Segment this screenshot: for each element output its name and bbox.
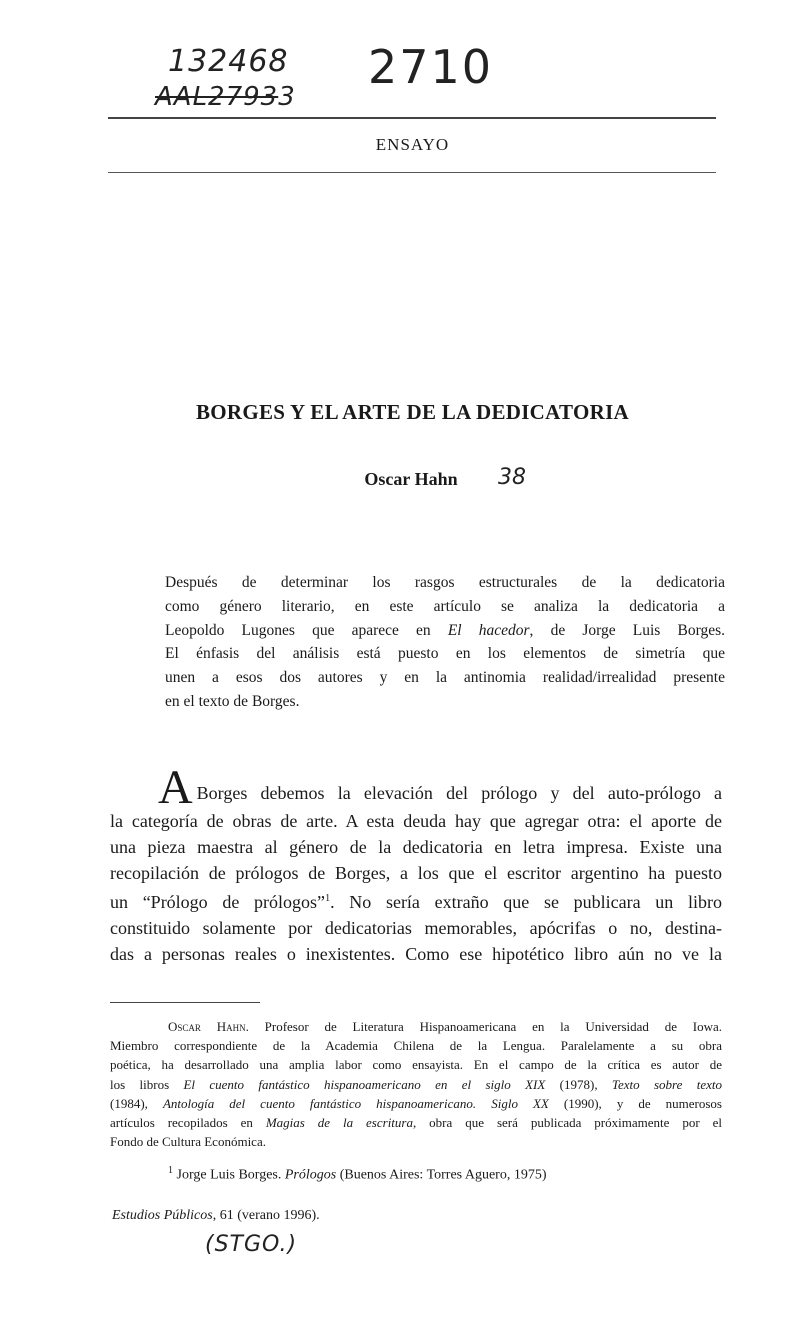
- author-note-text: (1984),: [110, 1095, 163, 1111]
- body-line: recopilación de prólogos de Borges, a los que el escritor argentino ha puesto: [110, 863, 722, 883]
- footnote-text: Jorge Luis Borges.: [173, 1167, 285, 1183]
- abstract-line: El énfasis del análisis está puesto en los elementos de simetría que: [165, 645, 725, 663]
- handwritten-location-note: (STGO.): [205, 1232, 298, 1257]
- abstract-text: Leopoldo Lugones que aparece en: [165, 621, 448, 639]
- abstract-line: como género literario, en este artículo se analiza la dedicatoria a: [165, 597, 725, 615]
- footnote-reference: 1: [325, 893, 331, 904]
- book-title: Magias de la escritura: [265, 1115, 413, 1131]
- handwritten-page-note: 38: [498, 465, 526, 490]
- header-rule-top: [108, 117, 716, 119]
- handwritten-large-number: 2710: [368, 40, 494, 94]
- header-rule-bottom: [108, 172, 716, 173]
- abstract-line: en el texto de Borges.: [165, 692, 300, 710]
- handwritten-struck-number: [155, 82, 296, 112]
- book-title: El hacedor: [447, 621, 530, 639]
- footnote-rule: [110, 1002, 260, 1003]
- body-line: [110, 761, 722, 814]
- abstract-line: Después de determinar los rasgos estructurales de la dedicatoria: [165, 574, 725, 591]
- struck-suffix: 3: [278, 82, 296, 112]
- author-note-line: Fondo de Cultura Económica.: [110, 1134, 266, 1150]
- author-note-line: [110, 1017, 722, 1036]
- body-text-run: Borges debemos la elevación del prólogo y del auto-prólogo a: [196, 783, 722, 803]
- author-note-text: los libros: [110, 1076, 184, 1092]
- author-note-text: . Profesor de Literatura Hispanoamericana en la Universidad de Iowa.: [245, 1019, 722, 1034]
- section-label: ENSAYO: [375, 135, 450, 154]
- author-name: Oscar Hahn: [364, 469, 458, 489]
- journal-citation: [112, 1208, 320, 1224]
- author-note-name: Oscar Hahn: [168, 1019, 246, 1034]
- body-line: das a personas reales o inexistentes. Como ese hipotético libro aún no ve la: [110, 944, 722, 964]
- book-title: El cuento fantástico hispanoamericano en el siglo XIX: [183, 1076, 546, 1092]
- book-title: Antología del cuento fantástico hispanoamericano. Siglo XX: [162, 1095, 549, 1111]
- body-text-run: un “Prólogo de prólogos”: [110, 892, 326, 912]
- footnote-marker: 1: [168, 1165, 173, 1176]
- article-title: BORGES Y EL ARTE DE LA DEDICATORIA: [195, 400, 630, 424]
- author-note-text: (1978),: [545, 1076, 612, 1092]
- author-note: [110, 1017, 722, 1151]
- author-note-line: [110, 1113, 722, 1132]
- body-line: la categoría de obras de arte. A esta deuda hay que agregar otra: el aporte de: [110, 811, 722, 831]
- author-note-text: , obra que será publicada próximamente por el: [412, 1115, 722, 1131]
- body-line: una pieza maestra al género de la dedicatoria en letra impresa. Existe una: [110, 837, 722, 857]
- body-line: constituido solamente por dedicatorias memorables, apócrifas o no, destina-: [110, 918, 722, 938]
- footnote-text: (Buenos Aires: Torres Aguero, 1975): [336, 1167, 547, 1183]
- body-line: [110, 886, 722, 915]
- author-note-text: (1990), y de numerosos: [548, 1095, 722, 1111]
- author-note-line: [110, 1075, 722, 1094]
- drop-cap: A: [158, 761, 193, 814]
- book-title: Prólogos: [284, 1167, 337, 1183]
- author-note-line: [110, 1094, 722, 1113]
- abstract-line: unen a esos dos autores y en la antinomia realidad/irrealidad presente: [165, 669, 725, 687]
- body-text: [110, 761, 722, 967]
- abstract: [165, 571, 725, 714]
- author-note-text: artículos recopilados en: [110, 1115, 266, 1131]
- handwritten-catalog-number: 132468: [168, 44, 289, 79]
- abstract-text: , de Jorge Luis Borges.: [529, 621, 725, 639]
- body-text-run: . No sería extraño que se publicara un libro: [330, 892, 722, 912]
- book-title: Texto sobre texto: [611, 1076, 722, 1092]
- journal-issue: , 61 (verano 1996).: [212, 1208, 320, 1223]
- footnote: [168, 1165, 547, 1184]
- struck-text: AAL2793: [155, 82, 279, 112]
- abstract-line: [165, 619, 725, 643]
- author-note-line: poética, ha desarrollado una amplia labor como ensayista. En el campo de la crítica es autor de: [110, 1057, 722, 1073]
- author-note-line: Miembro correspondiente de la Academia Chilena de la Lengua. Paralelamente a su obra: [110, 1038, 722, 1054]
- journal-title: Estudios Públicos: [112, 1208, 213, 1223]
